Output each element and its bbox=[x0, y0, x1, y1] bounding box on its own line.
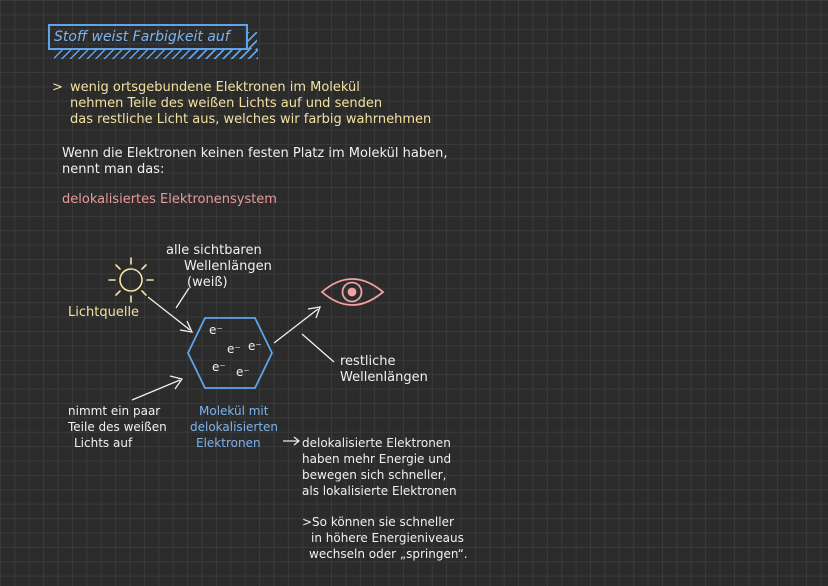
molecule-label-1: Molekül mit bbox=[199, 404, 269, 418]
definition-term: delokalisiertes Elektronensystem bbox=[62, 192, 277, 207]
label-pointer-remaining bbox=[302, 334, 334, 362]
molecule-label-3: Elektronen bbox=[196, 436, 261, 450]
electron-3: e⁻ bbox=[248, 339, 262, 353]
light-source-label: Lichtquelle bbox=[68, 305, 140, 320]
absorbs-label-1: nimmt ein paar bbox=[68, 404, 161, 418]
note-2-line-2: in höhere Energieniveaus bbox=[311, 531, 464, 545]
electron-5: e⁻ bbox=[236, 365, 250, 379]
remaining-label-2: Wellenlängen bbox=[340, 370, 428, 385]
label-pointer-visible-light bbox=[176, 288, 189, 308]
electron-4: e⁻ bbox=[212, 360, 226, 374]
visible-light-label-1: alle sichtbaren bbox=[166, 243, 262, 258]
note-1-line-1: delokalisierte Elektronen bbox=[302, 436, 451, 450]
visible-light-label-3: (weiß) bbox=[187, 275, 228, 290]
electron-1: e⁻ bbox=[209, 323, 223, 337]
arrow-light-to-molecule bbox=[148, 297, 192, 332]
note-2-line-1: >So können sie schneller bbox=[302, 515, 454, 529]
intro-line-3: das restliche Licht aus, welches wir farbig wahrnehmen bbox=[70, 112, 432, 127]
intro-line-2: nehmen Teile des weißen Lichts auf und senden bbox=[70, 96, 383, 111]
intro-line-1: wenig ortsgebundene Elektronen im Molekül bbox=[70, 80, 360, 95]
absorbs-label-2: Teile des weißen bbox=[68, 420, 167, 434]
electron-2: e⁻ bbox=[227, 342, 241, 356]
eye-icon bbox=[322, 279, 383, 305]
note-2-line-3: wechseln oder „springen“. bbox=[309, 547, 468, 561]
definition-line-2: nennt man das: bbox=[62, 162, 165, 177]
absorbs-label-3: Lichts auf bbox=[74, 436, 133, 450]
molecule-label-2: delokalisierten bbox=[190, 420, 279, 434]
arrow-absorbs-to-molecule bbox=[132, 376, 182, 400]
sun-icon bbox=[109, 258, 153, 302]
arrow-to-notes bbox=[283, 437, 299, 445]
definition-line-1: Wenn die Elektronen keinen festen Platz im Molekül haben, bbox=[62, 146, 448, 161]
visible-light-label-2: Wellenlängen bbox=[184, 259, 272, 274]
note-1-line-3: bewegen sich schneller, bbox=[302, 468, 447, 482]
note-1-line-4: als lokalisierte Elektronen bbox=[302, 484, 457, 498]
note-1-line-2: haben mehr Energie und bbox=[302, 452, 452, 466]
intro-bullet: > bbox=[52, 80, 63, 95]
remaining-label-1: restliche bbox=[340, 354, 396, 369]
page-title: Stoff weist Farbigkeit auf bbox=[54, 29, 230, 45]
arrow-molecule-to-eye bbox=[274, 307, 320, 343]
